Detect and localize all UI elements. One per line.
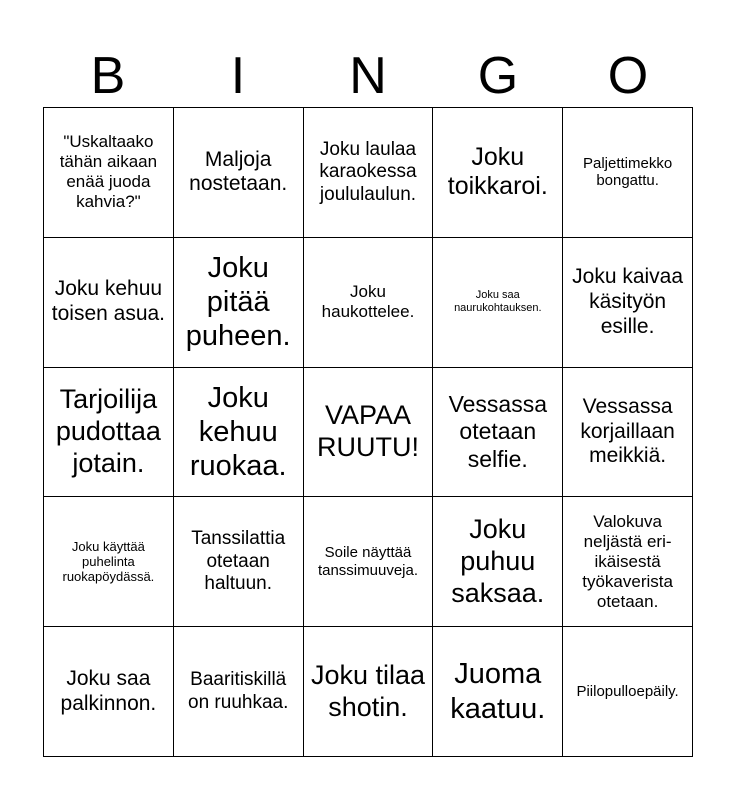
bingo-cell-r3c1[interactable]: Tarjoilija pudottaa jotain. xyxy=(44,368,174,498)
header-letter-o: O xyxy=(607,47,649,105)
header-letter-b: B xyxy=(90,47,126,105)
bingo-cell-r4c3[interactable]: Soile näyttää tanssimuuveja. xyxy=(304,497,434,627)
bingo-cell-r1c5[interactable]: Paljettimekko bongattu. xyxy=(563,108,693,238)
header-letter-i: I xyxy=(230,47,246,105)
bingo-cell-r4c5[interactable]: Valokuva neljästä eri-ikäisestä työkaverista otetaan. xyxy=(563,497,693,627)
bingo-cell-r5c4[interactable]: Juoma kaatuu. xyxy=(433,627,563,757)
bingo-cell-r4c2[interactable]: Tanssilattia otetaan haltuun. xyxy=(174,497,304,627)
bingo-board xyxy=(43,107,693,757)
bingo-cell-r1c4[interactable]: Joku toikkaroi. xyxy=(433,108,563,238)
bingo-cell-r5c2[interactable]: Baaritiskillä on ruuhkaa. xyxy=(174,627,304,757)
bingo-cell-r1c3[interactable]: Joku laulaa karaokessa joululaulun. xyxy=(304,108,434,238)
bingo-cell-r2c5[interactable]: Joku kaivaa käsityön esille. xyxy=(563,238,693,368)
bingo-cell-r4c1[interactable]: Joku käyttää puhelinta ruokapöydässä. xyxy=(44,497,174,627)
bingo-cell-r3c5[interactable]: Vessassa korjaillaan meikkiä. xyxy=(563,368,693,498)
free-space-cell[interactable]: VAPAA RUUTU! xyxy=(304,368,434,498)
bingo-cell-r3c4[interactable]: Vessassa otetaan selfie. xyxy=(433,368,563,498)
header-letter-g: G xyxy=(477,47,519,105)
header-letter-n: N xyxy=(349,47,387,105)
bingo-cell-r2c3[interactable]: Joku haukottelee. xyxy=(304,238,434,368)
bingo-cell-r5c5[interactable]: Piilopulloepäily. xyxy=(563,627,693,757)
bingo-cell-r2c1[interactable]: Joku kehuu toisen asua. xyxy=(44,238,174,368)
bingo-cell-r4c4[interactable]: Joku puhuu saksaa. xyxy=(433,497,563,627)
bingo-cell-r2c4[interactable]: Joku saa naurukohtauksen. xyxy=(433,238,563,368)
bingo-cell-r5c3[interactable]: Joku tilaa shotin. xyxy=(304,627,434,757)
bingo-header xyxy=(43,46,693,106)
bingo-cell-r5c1[interactable]: Joku saa palkinnon. xyxy=(44,627,174,757)
bingo-cell-r1c1[interactable]: "Uskaltaako tähän aikaan enää juoda kahvia?" xyxy=(44,108,174,238)
bingo-cell-r2c2[interactable]: Joku pitää puheen. xyxy=(174,238,304,368)
bingo-cell-r3c2[interactable]: Joku kehuu ruokaa. xyxy=(174,368,304,498)
bingo-cell-r1c2[interactable]: Maljoja nostetaan. xyxy=(174,108,304,238)
